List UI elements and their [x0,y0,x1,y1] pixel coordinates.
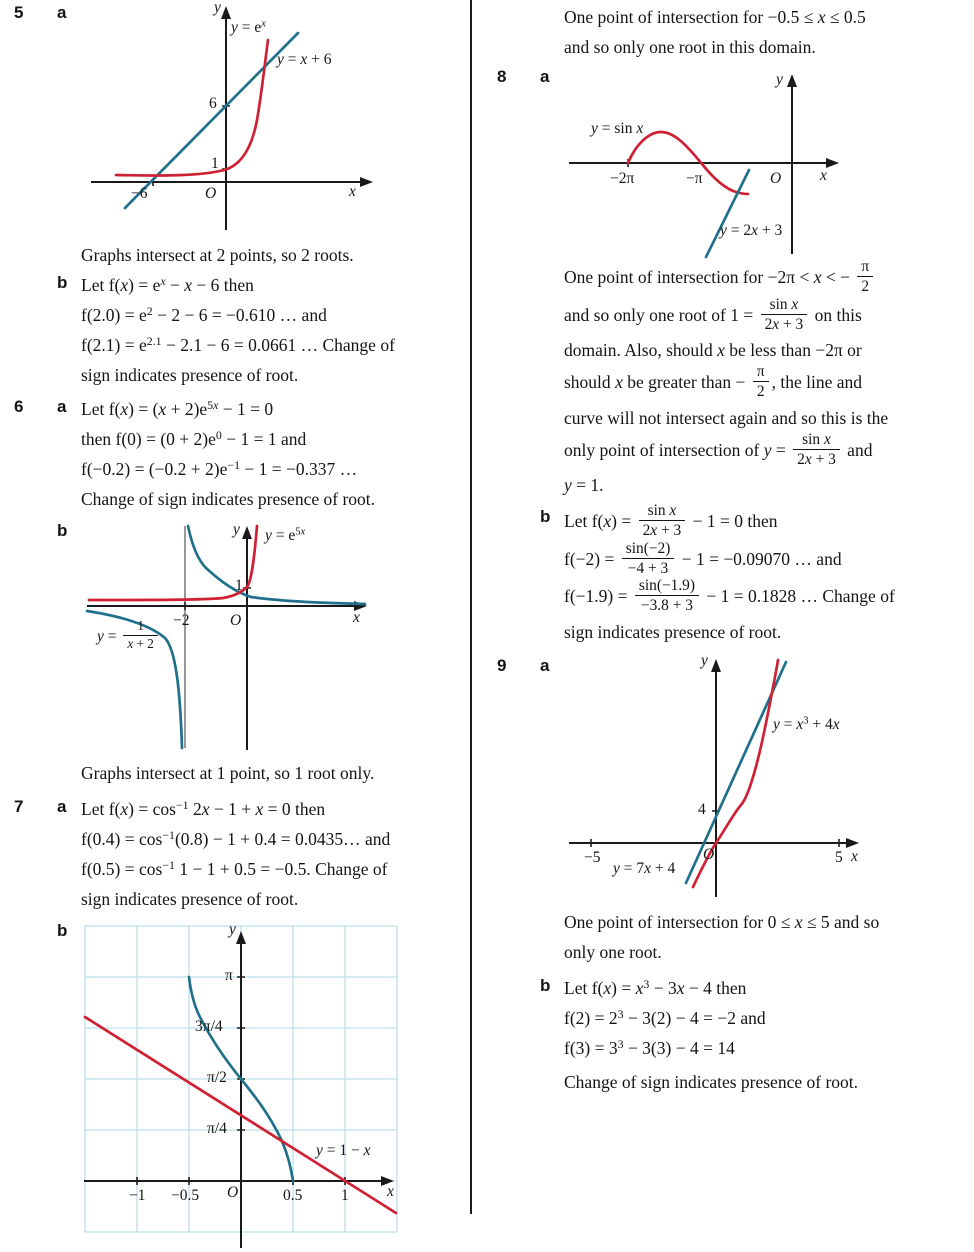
solution-line: Let $f(x) = e^x - x - 6$ then [81,273,254,295]
problem-6b [0,518,470,788]
solution-line: Change of sign indicates presence of root. [81,489,376,509]
left-column [0,0,470,1250]
solution-line: sign indicates presence of root. [81,889,299,909]
solution-line: y = 1. [564,475,604,495]
solution-line: f(−2) = $\frac{\sin(-2)}{-4 + 3}$ − 1 = −0.09070 … and [564,539,842,577]
curve-label: $y = e^{5x}$ [265,526,306,544]
x-axis-arrow-icon [826,158,839,168]
x-axis-label: x [820,167,827,184]
part-label-8a: a [540,67,550,86]
solution-line: $f(0.4) = \cos^{-1}(0.8) - 1 + 0.4$ = 0.0435… and [81,827,391,849]
problem-5b [0,270,470,390]
x-axis-arrow-icon [360,177,373,187]
part-label-6b: b [57,521,68,540]
question-number-8: 8 [497,67,507,86]
tick-label-minus2pi: −2π [610,170,635,187]
line-label: y = 7x + 4 [613,859,676,877]
part-label-8b: b [540,507,551,526]
origin-label: O [770,170,782,187]
problem-5a [0,0,470,270]
solution-line: curve will not intersect again and so this is the [564,407,889,428]
part-label-7a: a [57,797,67,816]
tick-label-minus6: −6 [131,185,148,202]
origin-label: O [227,1184,239,1201]
curve-label: $y = e^x$ [231,18,266,36]
y-axis-label: y [776,71,783,88]
y-axis-label: y [701,651,708,669]
y-axis-arrow-icon [236,931,246,944]
tick-label-minus05: −0.5 [171,1187,200,1204]
y-axis-arrow-icon [711,659,721,672]
question-number-5: 5 [14,3,24,22]
problem-8b [489,504,974,647]
line-label: y = 1 − x [316,1142,371,1159]
y-axis-label: y [229,921,236,938]
solution-line: $f(-0.2) = (-0.2 + 2)e^{-1} - 1 = -0.337$ … [81,457,358,479]
caption-5a: Graphs intersect at 2 points, so 2 roots. [81,245,354,265]
tick-label-1: 1 [341,1187,349,1204]
line-label: y = x + 6 [277,51,332,68]
origin-label: O [230,612,242,629]
part-label-5b: b [57,273,68,292]
graph-5a [81,0,381,234]
problem-9b [489,973,974,1097]
problem-9a [489,653,974,967]
solution-line: Let f(x) = $\frac{\text{sin x}}{2x + 3}$ − 1 = 0 then [564,502,778,540]
tick-label-pi: π [225,967,233,984]
graph-6b [81,518,373,752]
origin-label: O [205,185,217,202]
tick-label-3pi4: 3π/4 [195,1018,223,1035]
question-number-9: 9 [497,655,507,675]
reciprocal-curve-label: y = $\frac{1}{x + 2}$ [97,621,161,654]
x-axis-label: x [387,1183,394,1200]
tick-label-05: 0.5 [283,1187,303,1204]
solution-line: One point of intersection for −2π < x < − $\frac{\pi}{2}$ [564,260,974,298]
solution-line: f(−1.9) = $\frac{\sin(-1.9)}{-3.8 + 3}$ − 1 = 0.1828 … Change of [564,577,895,615]
caption-9a: only one root. [564,941,662,962]
solution-line: and so only one root of 1 = $\frac{\text{sin x}}{2x + 3}$ on this [564,295,862,333]
solution-line: Let $f(x) = x^3 - 3x - 4$ then [564,976,747,998]
problem-8a [489,64,974,500]
tick-label-minus2: −2 [173,612,190,629]
curve-label: $y = x^3 + 4x$ [773,715,840,733]
solution-line: One point of intersection for −0.5 ≤ x ≤ 0.5 [564,7,866,27]
carryover-text-7b [564,2,974,62]
tick-label-minuspi: −π [686,170,703,187]
tick-label-5: 5 [835,848,843,866]
exponential-curve [116,40,268,175]
question-number-6: 6 [14,397,24,416]
x-axis-arrow-icon [846,838,859,848]
problem-6a [0,394,470,514]
graph-7b [81,918,413,1250]
solution-line: sign indicates presence of root. [81,365,299,385]
part-label-5a: a [57,3,67,22]
y-axis-label: y [214,0,221,16]
solution-line: sign indicates presence of root. [564,621,782,642]
solution-line: should x be greater than − $\frac{\pi}{2}$ , the line and [564,363,862,401]
y-axis-label: y [233,521,240,538]
solution-line: $f(2.1) = e^{2.1} - 2.1 - 6 = 0.0661$ … Change of [81,333,395,355]
graph-9a [564,653,916,905]
x-axis-label: x [353,609,360,626]
x-axis-label: x [851,847,858,865]
part-label-9b: b [540,975,551,995]
part-label-6a: a [57,397,67,416]
line-y-equals-2x-plus-3 [706,170,749,257]
question-number-7: 7 [14,797,24,816]
solution-line: Let $f(x) = \cos^{-1} 2x - 1 + x = 0$ then [81,797,326,819]
solution-line: $f(0.5) = \cos^{-1} 1 - 1 + 0.5 = -0.5$. Change of [81,857,388,879]
y-axis-arrow-icon [242,526,252,539]
origin-label: O [703,845,715,863]
tick-label-1: 1 [211,155,219,172]
tick-label-pi2: π/2 [207,1069,227,1086]
solution-line: $f(2.0) = e^2 - 2 - 6 = -0.610$ … and [81,303,327,325]
solution-line: domain. Also, should x be less than −2π or [564,340,862,360]
tick-label-4: 4 [698,800,706,818]
solution-line: and so only one root in this domain. [564,37,816,57]
column-divider [470,0,472,1214]
solution-line: $f(2) = 2^3 - 3(2) - 4 = -2$ and [564,1006,766,1028]
part-label-9a: a [540,655,550,675]
part-label-7b: b [57,921,68,940]
solution-line: then $f(0) = (0 + 2)e^0 - 1 = 1$ and [81,427,307,449]
solution-line: only point of intersection of y = $\frac{\text{sin x}}{2x + 3}$ and [564,430,873,468]
graph-8a [564,64,974,260]
solution-line: Let $f(x) = (x + 2)e^{5x} - 1 = 0$ [81,397,274,419]
solution-line: Change of sign indicates presence of root. [564,1071,859,1092]
tick-label-6: 6 [209,95,217,112]
right-column [489,0,974,1097]
y-axis-arrow-icon [787,74,797,87]
problem-7b [0,918,470,1250]
problem-7a [0,794,470,914]
caption-6b: Graphs intersect at 1 point, so 1 root only. [81,763,375,783]
tick-label-minus5: −5 [584,848,601,866]
caption-9a: One point of intersection for 0 ≤ x ≤ 5 and so [564,911,880,932]
tick-label-minus1: −1 [129,1187,146,1204]
x-axis-label: x [349,183,356,200]
tick-label-1: 1 [235,577,243,594]
curve-label: y = sin x [591,120,644,137]
line-label: y = 2x + 3 [720,222,783,239]
y-axis-arrow-icon [221,6,231,19]
solution-line: $f(3) = 3^3 - 3(3) - 4 = 14$ [564,1036,735,1058]
tick-label-pi4: π/4 [207,1120,227,1137]
